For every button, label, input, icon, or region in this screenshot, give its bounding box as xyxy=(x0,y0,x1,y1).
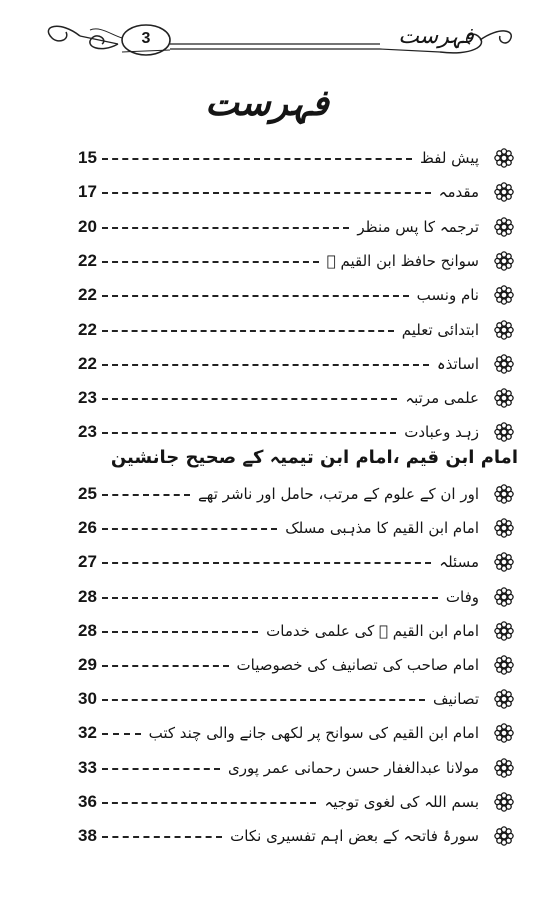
dotted-leader xyxy=(102,733,141,735)
flower-ornament-icon xyxy=(493,250,515,272)
toc-page-number: 38 xyxy=(78,826,97,845)
dotted-leader xyxy=(102,768,220,770)
dotted-leader xyxy=(102,261,319,263)
toc-entry xyxy=(78,416,515,448)
dotted-leader xyxy=(102,802,316,804)
toc-entry-label: امام ابن القیم کی سوانح پر لکھی جانے والی چند کتب xyxy=(148,724,479,743)
toc-entry xyxy=(78,382,515,414)
toc-entry xyxy=(78,752,515,784)
toc-entry-label: ابتدائی تعلیم xyxy=(401,320,479,339)
toc-entry-label: تصانیف xyxy=(433,690,479,709)
toc-entry-label: مولانا عبدالغفار حسن رحمانی عمر پوری xyxy=(228,758,479,777)
dotted-leader xyxy=(102,398,397,400)
toc-page-number: 29 xyxy=(78,655,97,674)
toc-entry-label: علمی مرتبہ xyxy=(405,389,479,408)
flower-ornament-icon xyxy=(493,825,515,847)
toc-entry xyxy=(78,717,515,749)
dotted-leader xyxy=(102,562,431,564)
flower-ornament-icon xyxy=(493,421,515,443)
toc-entry-label: مقدمہ xyxy=(438,183,479,202)
dotted-leader xyxy=(102,836,222,838)
flower-ornament-icon xyxy=(493,722,515,744)
toc-entry-label: نام ونسب xyxy=(416,286,479,305)
toc-page-number: 25 xyxy=(78,484,97,503)
toc-page-number: 36 xyxy=(78,791,97,811)
flower-ornament-icon xyxy=(493,688,515,710)
toc-entry xyxy=(78,314,515,346)
dotted-leader xyxy=(102,364,429,366)
toc-page-number: 17 xyxy=(78,182,97,202)
running-title: فہرست xyxy=(398,24,474,49)
toc-entry-label: وفات xyxy=(445,587,479,606)
toc-page-number: 27 xyxy=(78,552,97,572)
toc-entry xyxy=(78,245,515,277)
toc-page-number: 30 xyxy=(78,689,97,709)
toc-page-number: 22 xyxy=(78,285,97,305)
toc-entry-label: امام ابن القیم ﷫ کی علمی خدمات xyxy=(266,621,479,640)
flower-ornament-icon xyxy=(493,551,515,573)
dotted-leader xyxy=(102,192,431,194)
toc-entry xyxy=(78,546,515,578)
flower-ornament-icon xyxy=(493,620,515,642)
toc-entry xyxy=(78,786,515,818)
dotted-leader xyxy=(102,295,409,297)
dotted-leader xyxy=(102,432,396,434)
page-number: 3 xyxy=(141,30,151,47)
flower-ornament-icon xyxy=(493,791,515,813)
toc-entry xyxy=(78,142,515,174)
flower-ornament-icon xyxy=(493,586,515,608)
dotted-leader xyxy=(102,665,229,667)
toc-page-number: 23 xyxy=(78,422,97,442)
flower-ornament-icon xyxy=(493,517,515,539)
toc-entry xyxy=(78,176,515,208)
flower-ornament-icon xyxy=(493,147,515,169)
toc-entry xyxy=(78,581,515,613)
dotted-leader xyxy=(102,158,412,160)
toc-entry-label: بسم اللہ کی لغوی توجیہ xyxy=(324,792,479,811)
flower-ornament-icon xyxy=(493,387,515,409)
toc-page-number: 26 xyxy=(78,518,97,538)
dotted-leader xyxy=(102,631,258,633)
flower-ornament-icon xyxy=(493,483,515,505)
flower-ornament-icon xyxy=(493,353,515,375)
toc-entry-label: امام ابن القیم کا مذہبی مسلک xyxy=(285,519,479,538)
toc-entry xyxy=(78,211,515,243)
toc-page-number: 28 xyxy=(78,586,97,606)
toc-page-number: 20 xyxy=(78,216,97,236)
toc-entry xyxy=(78,478,515,510)
toc-page-number: 22 xyxy=(78,319,97,339)
toc-page-number: 32 xyxy=(78,723,97,743)
toc-page-number: 33 xyxy=(78,757,97,777)
toc-entry-label: ترجمہ کا پس منظر xyxy=(357,217,479,236)
toc-page-number: 28 xyxy=(78,620,97,640)
toc-entry-label: سورۂ فاتحہ کے بعض اہم تفسیری نکات xyxy=(230,827,479,845)
toc-entry xyxy=(78,615,515,647)
flower-ornament-icon xyxy=(493,654,515,676)
dotted-leader xyxy=(102,597,438,599)
flower-ornament-icon xyxy=(493,319,515,341)
toc-entry-label: زہد وعبادت xyxy=(404,423,479,442)
toc-entry xyxy=(78,512,515,544)
toc-page-number: 23 xyxy=(78,388,97,408)
toc-entry xyxy=(78,820,515,852)
dotted-leader xyxy=(102,330,394,332)
toc-entry-label: پیش لفظ xyxy=(420,149,479,167)
toc-entry xyxy=(78,649,515,681)
toc-entry-label: اساتذہ xyxy=(436,354,479,373)
dotted-leader xyxy=(102,494,190,496)
toc-entry-label: امام صاحب کی تصانیف کی خصوصیات xyxy=(236,656,479,674)
page-title: فہرست xyxy=(205,82,329,124)
flower-ornament-icon xyxy=(493,181,515,203)
toc-entry xyxy=(78,348,515,380)
dotted-leader xyxy=(102,528,277,530)
flower-ornament-icon xyxy=(493,284,515,306)
toc-entry-label: سوانح حافظ ابن القیم ﷫ xyxy=(326,251,479,270)
dotted-leader xyxy=(102,699,425,701)
toc-entry-label: مسئلہ xyxy=(439,553,479,572)
flower-ornament-icon xyxy=(493,757,515,779)
toc-page-number: 15 xyxy=(78,148,97,167)
flower-ornament-icon xyxy=(493,216,515,238)
toc-entry xyxy=(78,683,515,715)
section-heading: امام ابن قیم ،امام ابن تیمیہ کے صحیح جانشین xyxy=(110,447,518,468)
toc-entry xyxy=(78,279,515,311)
toc-page-number: 22 xyxy=(78,250,97,270)
dotted-leader xyxy=(102,227,349,229)
toc-page-number: 22 xyxy=(78,353,97,373)
toc-entry-label: اور ان کے علوم کے مرتب، حامل اور ناشر تھے xyxy=(198,485,479,503)
